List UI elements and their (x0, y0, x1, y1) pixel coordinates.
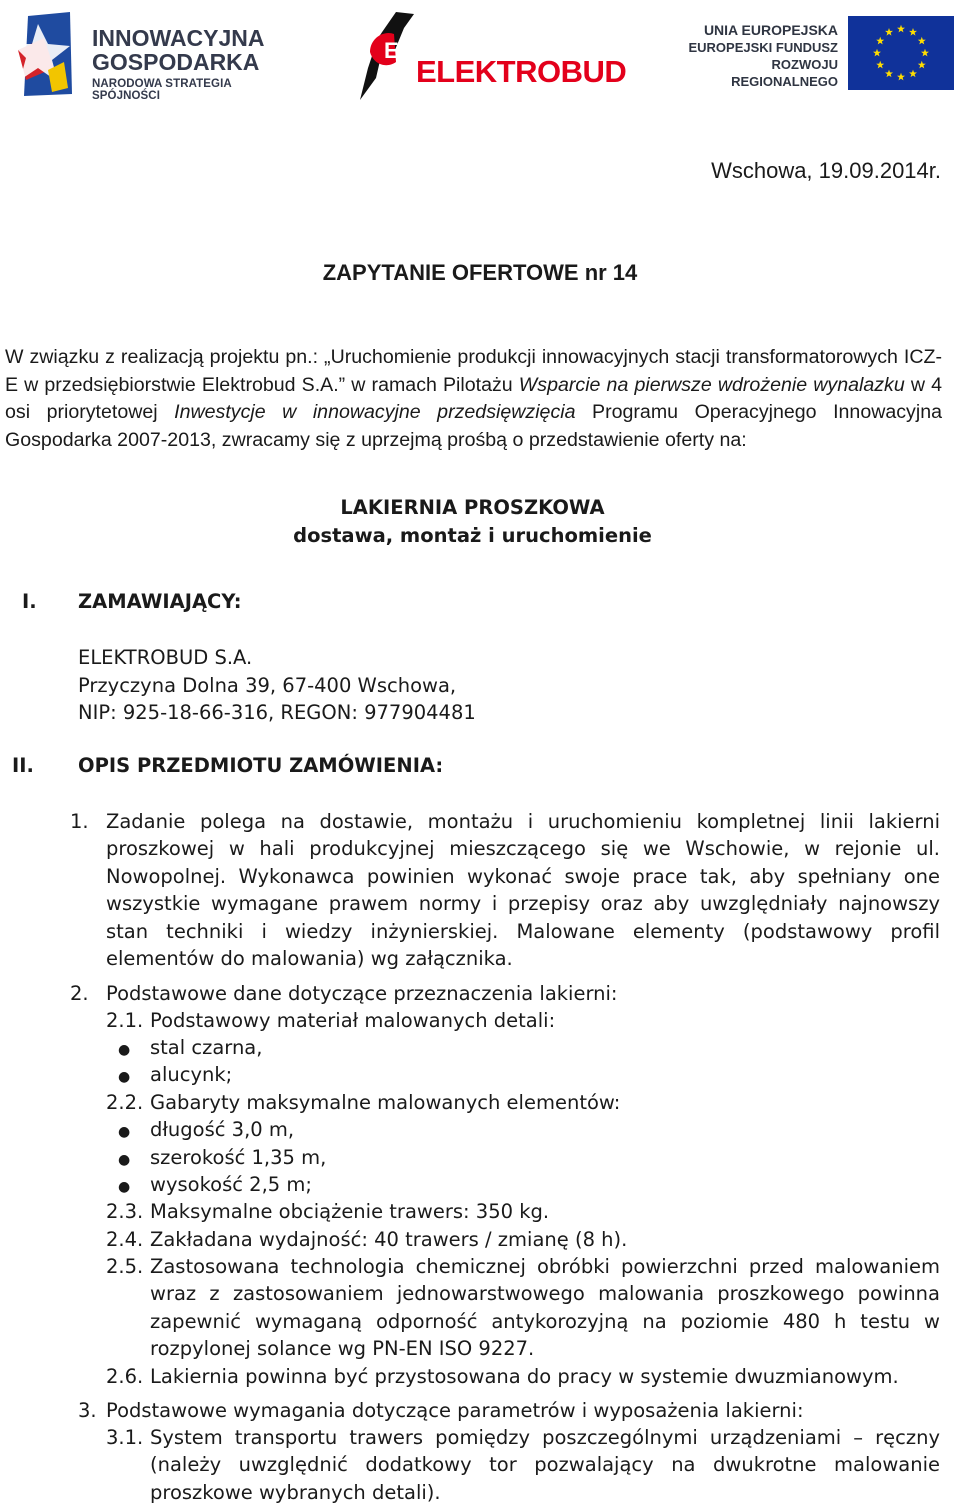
offer-subject-scope: dostawa, montaż i uruchomienie (293, 523, 652, 547)
section-1-number: I. (22, 590, 37, 613)
eu-flag-icon (848, 16, 954, 90)
item-2-number: 2. (70, 982, 89, 1005)
list-item: alucynk; (150, 1063, 233, 1086)
document-date: Wschowa, 19.09.2014r. (711, 158, 941, 183)
innowacyjna-gospodarka-wordmark: INNOWACYJNA GOSPODARKA (92, 25, 265, 75)
innowacyjna-gospodarka-emblem-icon (14, 10, 78, 98)
item-2-4-text: Zakładana wydajność: 40 trawers / zmianę (8 h). (150, 1228, 628, 1251)
bullet-icon: ● (118, 1152, 131, 1168)
item-2-6-text: Lakiernia powinna być przystosowana do pracy w systemie dwuzmianowym. (150, 1365, 899, 1388)
eu-fund-text: UNIA EUROPEJSKA EUROPEJSKI FUNDUSZ ROZWOJU REGIONALNEGO (688, 22, 838, 89)
list-item: długość 3,0 m, (150, 1118, 295, 1141)
item-2-3-text: Maksymalne obciążenie trawers: 350 kg. (150, 1200, 550, 1223)
item-2-2-number: 2.2. (106, 1091, 144, 1114)
section-2-number: II. (12, 754, 34, 777)
item-3-1-number: 3.1. (106, 1426, 144, 1449)
item-2-2-text: Gabaryty maksymalne malowanych elementów: (150, 1091, 621, 1114)
bullet-icon: ● (118, 1124, 131, 1140)
list-item: szerokość 1,35 m, (150, 1146, 327, 1169)
orderer-address (78, 644, 476, 727)
item-2-3-number: 2.3. (106, 1200, 144, 1223)
item-3-text: Podstawowe wymagania dotyczące parametrów i wyposażenia lakierni: (106, 1399, 804, 1422)
orderer-company: ELEKTROBUD S.A. (78, 646, 253, 669)
document-title: ZAPYTANIE OFERTOWE nr 14 (322, 260, 638, 285)
item-3 (0, 1397, 960, 1505)
bullet-icon: ● (118, 1042, 131, 1058)
orderer-ids: NIP: 925-18-66-316, REGON: 977904481 (78, 701, 476, 724)
offer-subject-title: LAKIERNIA PROSZKOWA (340, 496, 605, 519)
item-2-1-number: 2.1. (106, 1009, 144, 1032)
innowacyjna-gospodarka-tagline: NARODOWA STRATEGIA SPÓJNOŚCI (92, 78, 232, 102)
intro-paragraph (5, 344, 942, 454)
item-2-text: Podstawowe dane dotyczące przeznaczenia lakierni: (106, 982, 618, 1005)
item-3-number: 3. (78, 1399, 97, 1422)
orderer-street: Przyczyna Dolna 39, 67-400 Wschowa, (78, 673, 457, 697)
intro-italic-2: Inwestycje w innowacyjne przedsięwzięcia (174, 401, 576, 423)
intro-text-2: w 4 osi priorytetowej (5, 373, 942, 423)
list-item: stal czarna, (150, 1036, 263, 1059)
item-2-4-number: 2.4. (106, 1228, 144, 1251)
elektrobud-letter: E (384, 38, 399, 63)
intro-italic-1: Wsparcie na pierwsze wdrożenie wynalazku (518, 373, 905, 396)
item-1-text: Zadanie polega na dostawie, montażu i uruchomieniu kompletnej linii lakierni proszkowej w hali produkcyjnej mieszczącego się we Wschowie, w rejonie ul. Nowopolnej. Wykonawca powinien wykonać swoje prace tak, aby spełniany one wszystkie wymagane prawem normy i przepisy oraz aby uwzględniały najnowszy stan techniki i wiedzy inżynierskiej. Malowane elementy (podstawowy profil elementów do malowania) wg załącznika. (106, 810, 940, 971)
list-item: wysokość 2,5 m; (150, 1173, 312, 1196)
item-2-5-number: 2.5. (106, 1255, 144, 1278)
offer-subject (0, 494, 945, 549)
intro-text-3: Programu Operacyjnego Innowacyjna Gospodarka 2007-2013, zwracamy się z uprzejmą prośbą o przedstawienie oferty na: (5, 401, 943, 451)
section-1-title: ZAMAWIAJĄCY: (78, 590, 242, 613)
item-2 (0, 980, 960, 1400)
eu-fund-logo (664, 16, 954, 90)
item-3-1-text: System transportu trawers pomiędzy poszczególnymi urządzeniami – ręczny (należy uwzględnić dodatkowy tor pozwalający na dwukrotne malowanie proszkowe wybranych detali). (150, 1426, 940, 1504)
item-2-6-number: 2.6. (106, 1365, 144, 1388)
item-1-number: 1. (70, 810, 89, 833)
bullet-icon: ● (118, 1179, 131, 1195)
bullet-icon: ● (118, 1069, 131, 1085)
elektrobud-logo (356, 8, 627, 104)
item-2-5-text: Zastosowana technologia chemicznej obróbki powierzchni przed malowaniem wraz z zastosowaniem jednowarstwowego malowania proszkowego powinna zapewnić wymaganą odporność antykorozyjną na poziomie 480 h testu w rozpylonej solance wg PN-EN ISO 9227. (150, 1255, 940, 1361)
intro-text-1: W związku z realizacją projektu pn.: „Uruchomienie produkcji innowacyjnych stacji transformatorowych ICZ-E w przedsiębiorstwie Elektrobud S.A.” w ramach Pilotażu (5, 346, 942, 396)
section-2-title: OPIS PRZEDMIOTU ZAMÓWIENIA: (78, 754, 444, 777)
item-2-1-text: Podstawowy materiał malowanych detali: (150, 1009, 556, 1032)
innowacyjna-gospodarka-logo (14, 8, 294, 100)
elektrobud-wordmark: ELEKTROBUD (416, 54, 627, 89)
